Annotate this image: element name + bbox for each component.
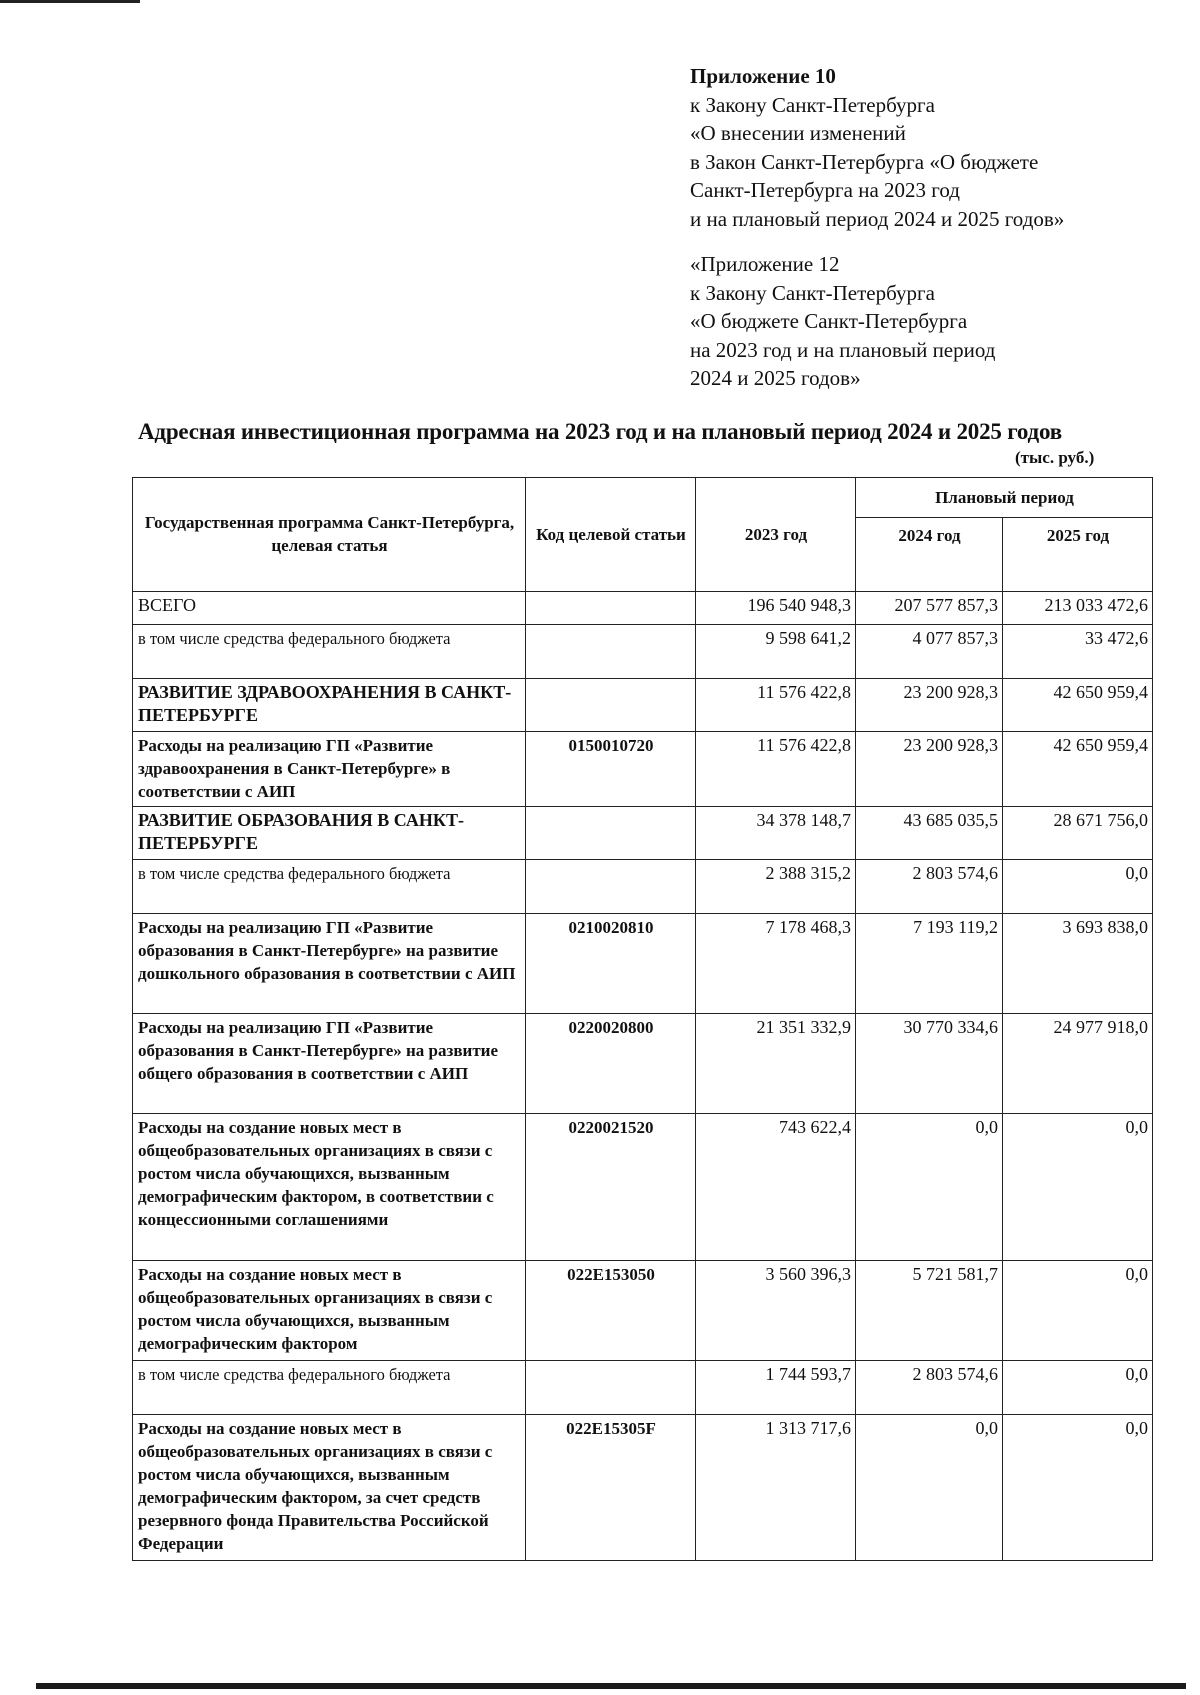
- row-name: в том числе средства федерального бюджета: [133, 625, 526, 679]
- row-name: в том числе средства федерального бюджета: [133, 860, 526, 914]
- row-name: РАЗВИТИЕ ЗДРАВООХРАНЕНИЯ В САНКТ-ПЕТЕРБУРГЕ: [133, 679, 526, 732]
- table-row-federal: [133, 1361, 1153, 1415]
- document-title: Адресная инвестиционная программа на 2023 год и на плановый период 2024 и 2025 годов: [138, 419, 1062, 444]
- value-2024: 207 577 857,3: [856, 592, 1003, 625]
- value-2023: 1 313 717,6: [696, 1415, 856, 1561]
- value-2025: 28 671 756,0: [1003, 807, 1153, 860]
- value-2023: 3 560 396,3: [696, 1261, 856, 1361]
- value-2024: 23 200 928,3: [856, 679, 1003, 732]
- value-2024: 7 193 119,2: [856, 914, 1003, 1014]
- appendix-12-line: 2024 и 2025 годов»: [690, 366, 861, 390]
- appendix-12-line: «Приложение 12: [690, 252, 840, 276]
- appendix-12-header: [690, 250, 1170, 393]
- row-name: Расходы на реализацию ГП «Развитие образования в Санкт-Петербурге» на развитие дошкольного образования в соответствии с АИП: [133, 914, 526, 1014]
- row-name: ВСЕГО: [133, 592, 526, 625]
- column-header-2023: 2023 год: [696, 478, 856, 592]
- value-2025: 213 033 472,6: [1003, 592, 1153, 625]
- appendix-12-line: на 2023 год и на плановый период: [690, 337, 996, 362]
- table-row-expense: [133, 914, 1153, 1014]
- value-2025: 33 472,6: [1003, 625, 1153, 679]
- value-2025: 0,0: [1003, 1261, 1153, 1361]
- value-2025: 3 693 838,0: [1003, 914, 1153, 1014]
- value-2023: 1 744 593,7: [696, 1361, 856, 1415]
- row-code: [526, 592, 696, 625]
- row-code: 0150010720: [526, 732, 696, 807]
- value-2023: 34 378 148,7: [696, 807, 856, 860]
- row-code: [526, 1361, 696, 1415]
- column-header-2025: 2025 год: [1003, 518, 1153, 592]
- value-2024: 30 770 334,6: [856, 1014, 1003, 1114]
- row-code: [526, 860, 696, 914]
- value-2024: 0,0: [856, 1114, 1003, 1261]
- column-header-program: Государственная программа Санкт-Петербурга, целевая статья: [133, 478, 526, 592]
- value-2024: 4 077 857,3: [856, 625, 1003, 679]
- table-row-expense: [133, 732, 1153, 807]
- table-row-expense: [133, 1261, 1153, 1361]
- value-2025: 42 650 959,4: [1003, 732, 1153, 807]
- appendix-10-title: Приложение 10: [690, 64, 836, 88]
- value-2023: 2 388 315,2: [696, 860, 856, 914]
- row-code: [526, 807, 696, 860]
- value-2023: 743 622,4: [696, 1114, 856, 1261]
- value-2024: 2 803 574,6: [856, 1361, 1003, 1415]
- table-row-expense: [133, 1415, 1153, 1561]
- table-row-expense: [133, 1114, 1153, 1261]
- table-header-row: [133, 478, 1153, 518]
- row-name: Расходы на реализацию ГП «Развитие образования в Санкт-Петербурге» на развитие общего образования в соответствии с АИП: [133, 1014, 526, 1114]
- column-header-code: Код целевой статьи: [526, 478, 696, 592]
- appendix-10-line: и на плановый период 2024 и 2025 годов»: [690, 206, 1065, 231]
- appendix-10-header: [690, 62, 1170, 233]
- value-2025: 0,0: [1003, 1114, 1153, 1261]
- value-2023: 21 351 332,9: [696, 1014, 856, 1114]
- row-name: Расходы на реализацию ГП «Развитие здравоохранения в Санкт-Петербурге» в соответствии с АИП: [133, 732, 526, 807]
- value-2025: 0,0: [1003, 860, 1153, 914]
- value-2025: 0,0: [1003, 1361, 1153, 1415]
- row-code: [526, 625, 696, 679]
- scan-edge-top: [0, 0, 140, 3]
- value-2024: 5 721 581,7: [856, 1261, 1003, 1361]
- table-row-program: [133, 807, 1153, 860]
- column-header-2024: 2024 год: [856, 518, 1003, 592]
- row-code: [526, 679, 696, 732]
- column-header-planned-period: Плановый период: [856, 478, 1153, 518]
- row-name: Расходы на создание новых мест в общеобразовательных организациях в связи с ростом числа обучающихся, вызванным демографическим фактором, за счет средств резервного фонда Правительства Российской Федерации: [133, 1415, 526, 1561]
- row-name: в том числе средства федерального бюджета: [133, 1361, 526, 1415]
- row-code: 0220020800: [526, 1014, 696, 1114]
- row-name: РАЗВИТИЕ ОБРАЗОВАНИЯ В САНКТ-ПЕТЕРБУРГЕ: [133, 807, 526, 860]
- table-row-program: [133, 679, 1153, 732]
- appendix-12-line: к Закону Санкт-Петербурга: [690, 280, 935, 305]
- value-2024: 23 200 928,3: [856, 732, 1003, 807]
- value-2023: 9 598 641,2: [696, 625, 856, 679]
- value-2023: 11 576 422,8: [696, 679, 856, 732]
- value-2024: 2 803 574,6: [856, 860, 1003, 914]
- value-2023: 196 540 948,3: [696, 592, 856, 625]
- appendix-12-line: «О бюджете Санкт-Петербурга: [690, 309, 968, 333]
- row-code: 0220021520: [526, 1114, 696, 1261]
- appendix-10-line: «О внесении изменений: [690, 121, 906, 145]
- row-code: 022E153050: [526, 1261, 696, 1361]
- scan-edge-bottom: [36, 1683, 1186, 1689]
- appendix-10-line: к Закону Санкт-Петербурга: [690, 92, 935, 117]
- table-row-total: [133, 592, 1153, 625]
- value-2024: 0,0: [856, 1415, 1003, 1561]
- appendix-10-line: Санкт-Петербурга на 2023 год: [690, 178, 960, 202]
- value-2025: 0,0: [1003, 1415, 1153, 1561]
- row-name: Расходы на создание новых мест в общеобразовательных организациях в связи с ростом числа обучающихся, вызванным демографическим фактором: [133, 1261, 526, 1361]
- appendix-10-line: в Закон Санкт-Петербурга «О бюджете: [690, 149, 1039, 174]
- row-name: Расходы на создание новых мест в общеобразовательных организациях в связи с ростом числа обучающихся, вызванным демографическим фактором, в соответствии с концессионными соглашениями: [133, 1114, 526, 1261]
- row-code: 022E15305F: [526, 1415, 696, 1561]
- value-2023: 7 178 468,3: [696, 914, 856, 1014]
- row-code: 0210020810: [526, 914, 696, 1014]
- value-2023: 11 576 422,8: [696, 732, 856, 807]
- value-2024: 43 685 035,5: [856, 807, 1003, 860]
- table-row-federal: [133, 625, 1153, 679]
- table-row-expense: [133, 1014, 1153, 1114]
- table-row-federal: [133, 860, 1153, 914]
- value-2025: 42 650 959,4: [1003, 679, 1153, 732]
- value-2025: 24 977 918,0: [1003, 1014, 1153, 1114]
- investment-program-table: [132, 477, 1153, 1561]
- units-label: (тыс. руб.): [1015, 448, 1095, 467]
